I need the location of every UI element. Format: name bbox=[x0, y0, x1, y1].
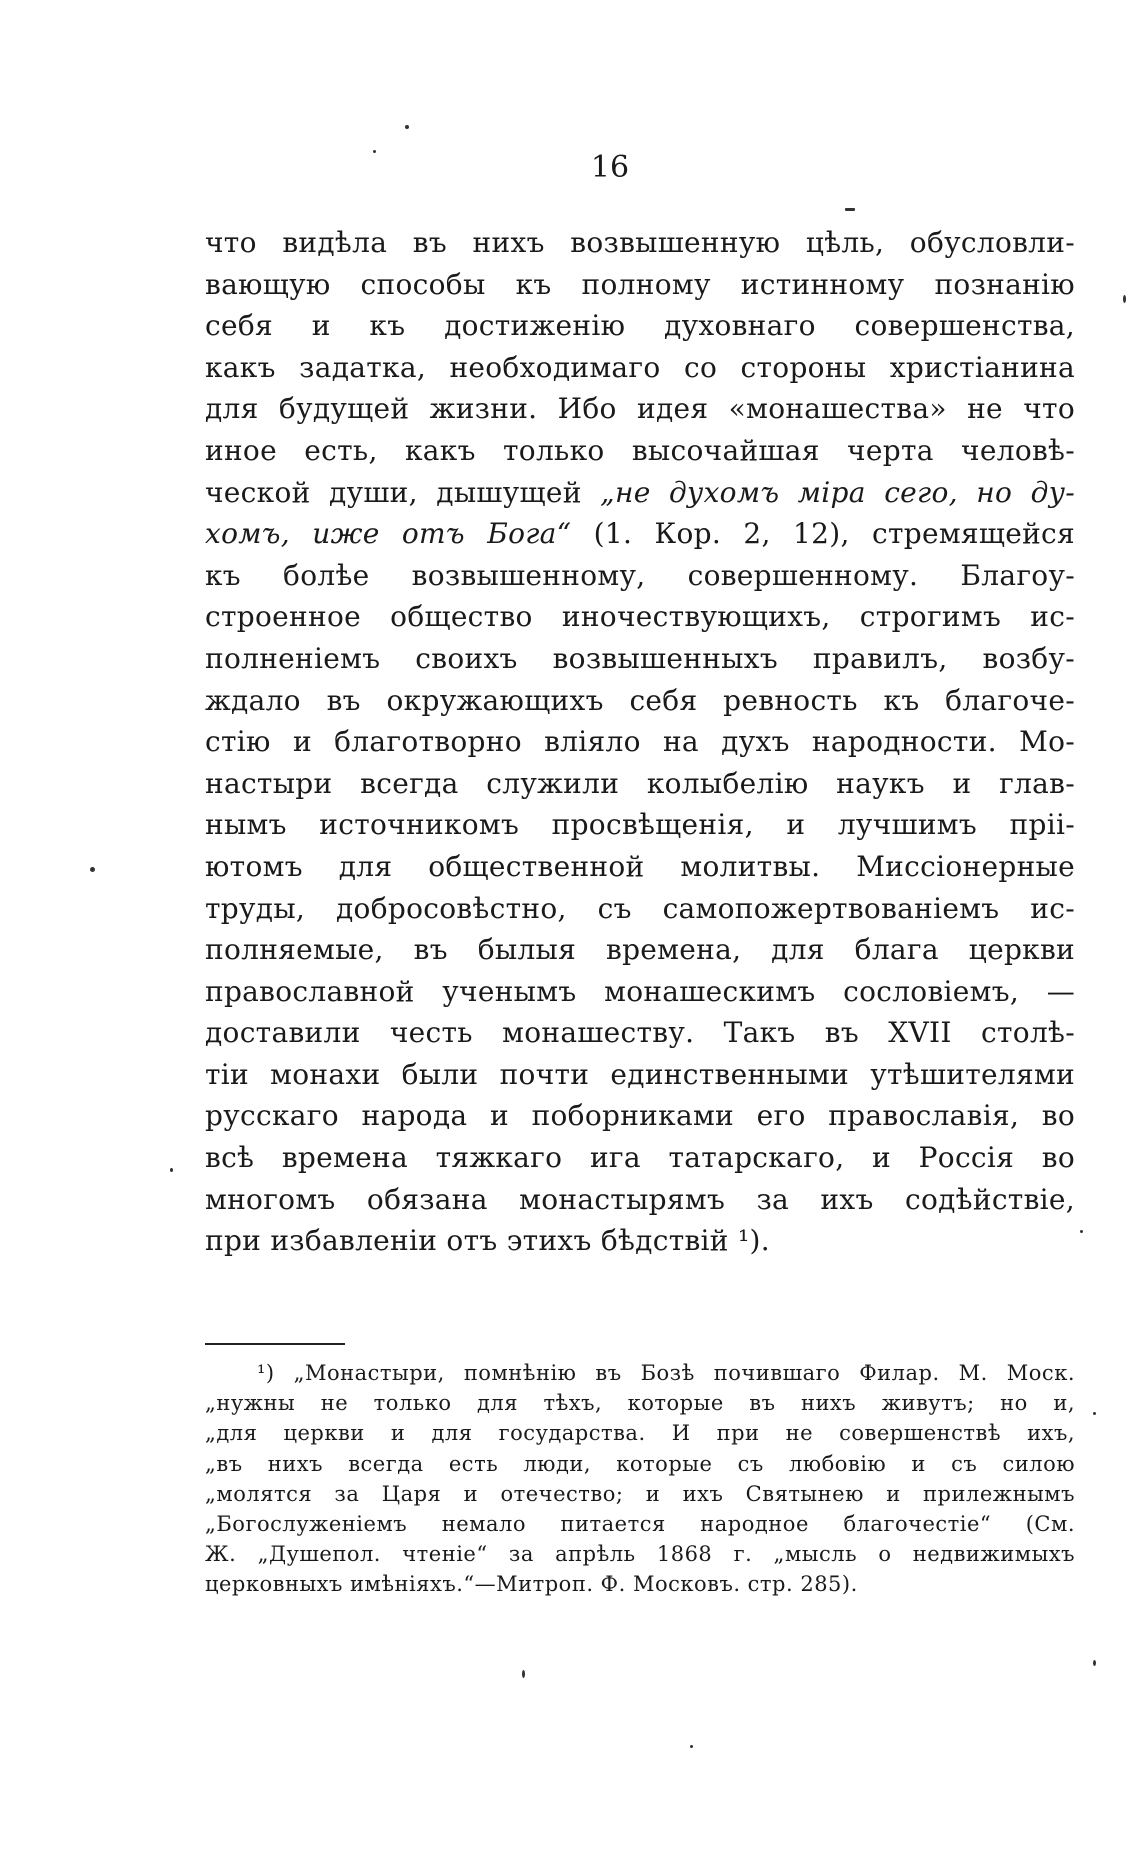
text-line: нымъ источникомъ просвѣщенія, и лучшимъ пріі- bbox=[205, 808, 1075, 842]
text-line: при избавленіи отъ этихъ бѣдствій ¹). bbox=[205, 1224, 770, 1258]
text-line: православной ученымъ монашескимъ сословіемъ, — bbox=[205, 974, 1075, 1008]
text-line: доставили честь монашеству. Такъ въ XVII столѣ- bbox=[205, 1016, 1075, 1050]
scripture-quote: „не духомъ міра сего, но ду- bbox=[600, 475, 1076, 509]
footnote-line: ¹) „Монастыри, помнѣнію въ Бозѣ почившаго Филар. М. Моск. bbox=[257, 1361, 1075, 1385]
text-line: къ болѣе возвышенному, совершенному. Благоу- bbox=[205, 558, 1075, 592]
text-line: тіи монахи были почти единственными утѣшителями bbox=[205, 1057, 1075, 1091]
text-line: ждало въ окружающихъ себя ревность къ благоче- bbox=[205, 683, 1075, 717]
text-line: русскаго народа и поборниками его православія, во bbox=[205, 1099, 1075, 1133]
footnote-line: „нужны не только для тѣхъ, которые въ нихъ живутъ; но и, bbox=[205, 1391, 1075, 1416]
scan-speck bbox=[1080, 1230, 1083, 1233]
scan-speck bbox=[1093, 1660, 1096, 1666]
text-line: вающую способы къ полному истинному познанію bbox=[205, 267, 1075, 301]
body-text bbox=[205, 222, 1075, 1262]
text-line: что видѣла въ нихъ возвышенную цѣль, обусловли- bbox=[205, 226, 1075, 259]
text-line: для будущей жизни. Ибо идея «монашества» не что bbox=[205, 392, 1075, 426]
footnote-line: Ж. „Душепол. чтеніе“ за апрѣль 1868 г. „мысль о недвижимыхъ bbox=[205, 1542, 1075, 1567]
text-line: стію и благотворно вліяло на духъ народности. Мо- bbox=[205, 725, 1075, 759]
footnote bbox=[205, 1358, 1075, 1600]
footnote-divider bbox=[205, 1343, 345, 1345]
scan-speck bbox=[1123, 295, 1126, 303]
text-line: всѣ времена тяжкаго ига татарскаго, и Россія во bbox=[205, 1141, 1075, 1175]
footnote-line: „въ нихъ всегда есть люди, которые съ любовію и съ силою bbox=[205, 1451, 1075, 1476]
text-line: настыри всегда служили колыбелію наукъ и глав- bbox=[205, 766, 1075, 800]
page-number: 16 bbox=[590, 150, 630, 185]
scan-speck bbox=[845, 208, 855, 211]
scan-speck bbox=[373, 150, 376, 153]
text-line: полненіемъ своихъ возвышенныхъ правилъ, возбу- bbox=[205, 641, 1075, 675]
scan-speck bbox=[690, 1745, 693, 1748]
footnote-line: „Богослуженіемъ немало питается народное благочестіе“ (См. bbox=[205, 1511, 1075, 1536]
scan-speck bbox=[1093, 1412, 1096, 1415]
text-line: ческой души, дышущей „не духомъ міра сего, но ду- bbox=[205, 475, 1076, 509]
text-line: ютомъ для общественной молитвы. Миссіонерные bbox=[205, 849, 1075, 883]
text-line: какъ задатка, необходимаго со стороны христіанина bbox=[205, 350, 1075, 384]
scripture-quote: хомъ, иже отъ Бога“ bbox=[205, 517, 572, 551]
scan-speck bbox=[405, 125, 409, 129]
text-line: иное есть, какъ только высочайшая черта человѣ- bbox=[205, 433, 1075, 467]
text-line: себя и къ достиженію духовнаго совершенства, bbox=[205, 309, 1075, 343]
text-line: хомъ, иже отъ Бога“ (1. Кор. 2, 12), стремящейся bbox=[205, 517, 1075, 551]
scan-speck bbox=[90, 867, 95, 872]
text-line: полняемые, въ былыя времена, для блага церкви bbox=[205, 933, 1075, 967]
footnote-line: „для церкви и для государства. И при не совершенствѣ ихъ, bbox=[205, 1421, 1075, 1446]
scan-speck bbox=[522, 1670, 525, 1678]
text-line: строенное общество иночествующихъ, строгимъ ис- bbox=[205, 600, 1075, 634]
footnote-line: „молятся за Царя и отечество; и ихъ Святынею и прилежнымъ bbox=[205, 1481, 1075, 1506]
scan-speck bbox=[170, 1168, 173, 1172]
footnote-line: церковныхъ имѣніяхъ.“—Митроп. Ф. Московъ. стр. 285). bbox=[205, 1572, 858, 1597]
text-line: труды, добросовѣстно, съ самопожертвованіемъ ис- bbox=[205, 891, 1075, 925]
text-line: многомъ обязана монастырямъ за ихъ содѣйствіе, bbox=[205, 1182, 1075, 1216]
